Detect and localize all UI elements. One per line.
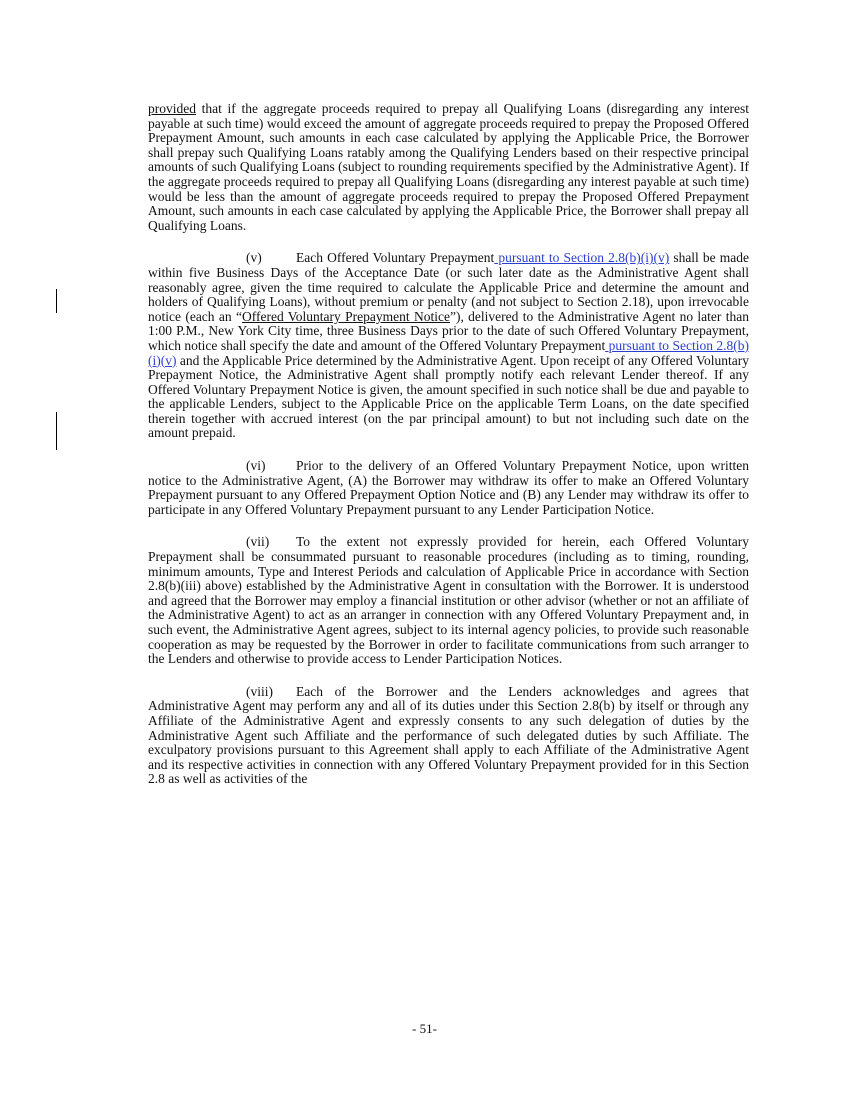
page-number: - 51-: [412, 1021, 437, 1036]
clause-number: (vi): [246, 458, 266, 474]
change-bar: [56, 412, 57, 450]
clause-number: (viii): [246, 683, 273, 699]
inserted-text: pursuant to Section 2.8(b)(i)(v): [148, 337, 749, 368]
paragraph-iv-continuation: [148, 102, 749, 233]
paragraph-viii: [148, 685, 749, 787]
change-bar: [56, 289, 57, 313]
paragraph-text: Each of the Borrower and the Lenders acknowledges and agrees that Administrative Agent may perform any and all of its duties under this Section 2.8(b) by itself or through any Affiliate of the Administrative Agent and expressly consents to any such delegation of duties by the Administrative Agent such Affiliate and the performance of such delegated duties by such Affiliate. The exculpatory provisions pursuant to this Agreement shall apply to each Affiliate of the Administrative Agent and its respective activities in connection with any Offered Voluntary Prepayment provided for in this Section 2.8 as well as activities of the: [148, 683, 749, 787]
paragraph-text: and the Applicable Price determined by the Administrative Agent. Upon receipt of any Offered Voluntary Prepayment Notice, the Administrative Agent shall promptly notify each relevant Lender thereof. If any Offered Voluntary Prepayment Notice is given, the amount specified in such notice shall be due and payable to the applicable Lenders, subject to the Applicable Price on the applicable Term Loans, on the date specified therein together with accrued interest (on the par principal amount) to but not including such date on the amount prepaid.: [148, 352, 749, 441]
clause-number: (vii): [246, 534, 270, 550]
inserted-text: pursuant to Section 2.8(b)(i)(v): [494, 250, 670, 266]
paragraph-text: that if the aggregate proceeds required to prepay all Qualifying Loans (disregarding any interest payable at such time) would exceed the amount of aggregate proceeds required to prepay the Proposed Offered Prepayment Amount, such amounts in each case calculated by applying the Applicable Price, the Borrower shall prepay such Qualifying Loans ratably among the Qualifying Lenders based on their respective principal amounts of such Qualifying Loans (subject to rounding requirements specified by the Administrative Agent). If the aggregate proceeds required to prepay all Qualifying Loans (disregarding any interest payable at such time) would be less than the amount of aggregate proceeds required to prepay the Proposed Offered Prepayment Amount, such amounts in each case calculated by applying the Applicable Price, the Borrower shall prepay all Qualifying Loans.: [148, 101, 749, 233]
paragraph-text: Each Offered Voluntary Prepayment: [296, 250, 495, 266]
paragraph-vii: [148, 535, 749, 666]
paragraph-text: ”), delivered to the Administrative Agent no later than 1:00 P.M., New York City time, three Business Days prior to the date of such Offered Voluntary Prepayment, which notice shall specify the date and amount of the Offered Voluntary Prepayment: [148, 308, 749, 353]
paragraph-text: To the extent not expressly provided for herein, each Offered Voluntary Prepayment shall be consummated pursuant to reasonable procedures (including as to timing, rounding, minimum amounts, Type and Interest Periods and calculation of Applicable Price in accordance with Section 2.8(b)(iii) above) established by the Administrative Agent in consultation with the Borrower. It is understood and agreed that the Borrower may employ a financial institution or other advisor (whether or not an affiliate of the Administrative Agent) to act as an arranger in connection with any Offered Voluntary Prepayment and, in such event, the Administrative Agent agrees, subject to its internal agency policies, to provide such reasonable cooperation as may be requested by the Borrower in order to facilitate communications from such arranger to the Lenders and otherwise to provide access to Lender Participation Notices.: [148, 534, 749, 667]
paragraph-text: Prior to the delivery of an Offered Voluntary Prepayment Notice, upon written notice to the Administrative Agent, (A) the Borrower may withdraw its offer to make an Offered Voluntary Prepayment pursuant to any Offered Prepayment Option Notice and (B) any Lender may withdraw its offer to participate in any Offered Voluntary Prepayment pursuant to any Lender Participation Notice.: [148, 458, 749, 517]
defined-term: Offered Voluntary Prepayment Notice: [241, 308, 450, 324]
paragraph-vi: [148, 459, 749, 517]
document-body: [148, 102, 749, 805]
paragraph-text: shall be made within five Business Days of the Acceptance Date (or such later date as the Administrative Agent shall reasonably agree, given the time required to calculate the Applicable Price and determine the amount and holders of Qualifying Loans), without premium or penalty (and not subject to Section 2.18), upon irrevocable notice (each an “: [148, 250, 749, 324]
paragraph-v: [148, 251, 749, 441]
clause-number: (v): [246, 250, 262, 266]
underlined-term: provided: [148, 101, 196, 116]
